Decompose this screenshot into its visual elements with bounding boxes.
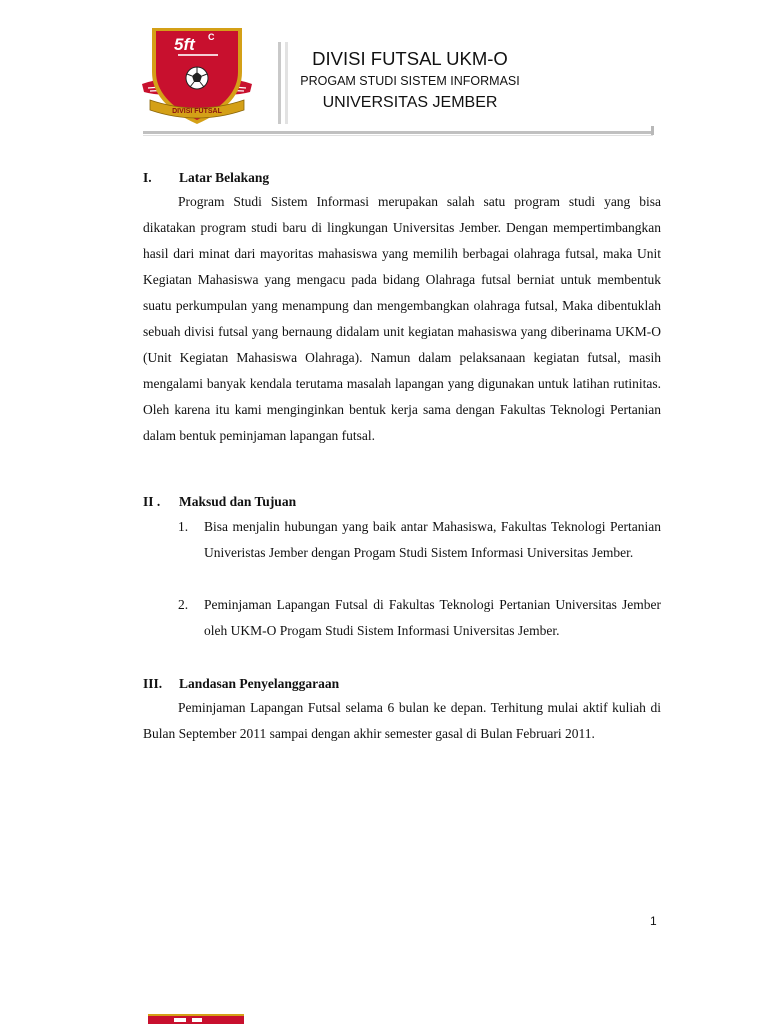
section-title: Maksud dan Tujuan: [179, 494, 297, 509]
letterhead-university: UNIVERSITAS JEMBER: [322, 94, 498, 111]
letterhead-rule: [143, 131, 653, 134]
section-heading-landasan: [143, 676, 339, 692]
page-number: 1: [650, 914, 657, 928]
section-paragraph-landasan: Peminjaman Lapangan Futsal selama 6 bulan ke depan. Terhitung mulai aktif kuliah di Bulan September 2011 sampai dengan akhir semester gasal di Bulan Februari 2011.: [143, 700, 661, 741]
letterhead-subtitle: PROGAM STUDI SISTEM INFORMASI: [300, 74, 520, 88]
list-item: [178, 592, 661, 644]
section-number: II .: [143, 494, 161, 509]
section-paragraph-latar-belakang: Program Studi Sistem Informasi merupakan salah satu program studi yang bisa dikatakan program studi baru di lingkungan Universitas Jember. Dengan mempertimbangkan hasil dari minat dari mayoritas mahasiswa yang memilih berbagai olahraga futsal, maka Unit Kegiatan Mahasiswa yang mengacu pada bidang Olahraga futsal berniat untuk membentuk suatu perkumpulan yang menampung dan mengembangkan olahraga futsal, Maka dibentuklah sebuah divisi futsal yang bernaung didalam unit kegiatan mahasiswa yang diberinama UKM-O (Unit Kegiatan Mahasiswa Olahraga). Namun dalam pelaksanaan kegiatan futsal, masih mengalami banyak kendala terutama masalah lapangan yang digunakan untuk latihan rutinitas. Oleh karena itu kami menginginkan bentuk kerja sama dengan Fakultas Teknologi Pertanian dalam bentuk peminjaman lapangan futsal.: [143, 194, 661, 443]
section-heading-maksud-tujuan: [143, 494, 296, 510]
list-item-text: Peminjaman Lapangan Futsal di Fakultas Teknologi Pertanian Universitas Jember oleh UKM-O Progam Studi Sistem Informasi Universitas Jember.: [204, 597, 661, 638]
next-page-crest-logo: [148, 1014, 244, 1024]
section-number: III.: [143, 676, 163, 691]
section-number: I.: [143, 170, 152, 185]
list-item-number: 1.: [178, 519, 189, 534]
section-heading-latar-belakang: [143, 170, 269, 186]
list-item-text: Bisa menjalin hubungan yang baik antar Mahasiswa, Fakultas Teknologi Pertanian Univeristas Jember dengan Progam Studi Sistem Informasi Universitas Jember.: [204, 519, 661, 560]
divisi-futsal-crest-logo: [138, 20, 256, 128]
letterhead-rule-end: [651, 126, 654, 135]
svg-text:C: C: [208, 32, 215, 42]
list-item: [178, 514, 661, 566]
svg-text:5ft: 5ft: [174, 35, 195, 54]
list-item-number: 2.: [178, 597, 189, 612]
letterhead-title: DIVISI FUTSAL UKM-O: [312, 48, 508, 69]
section-title: Landasan Penyelanggaraan: [179, 676, 340, 691]
letterhead-rule-thin: [143, 135, 653, 136]
logo-ribbon-text: DIVISI FUTSAL: [172, 108, 222, 115]
section-title: Latar Belakang: [179, 170, 270, 185]
